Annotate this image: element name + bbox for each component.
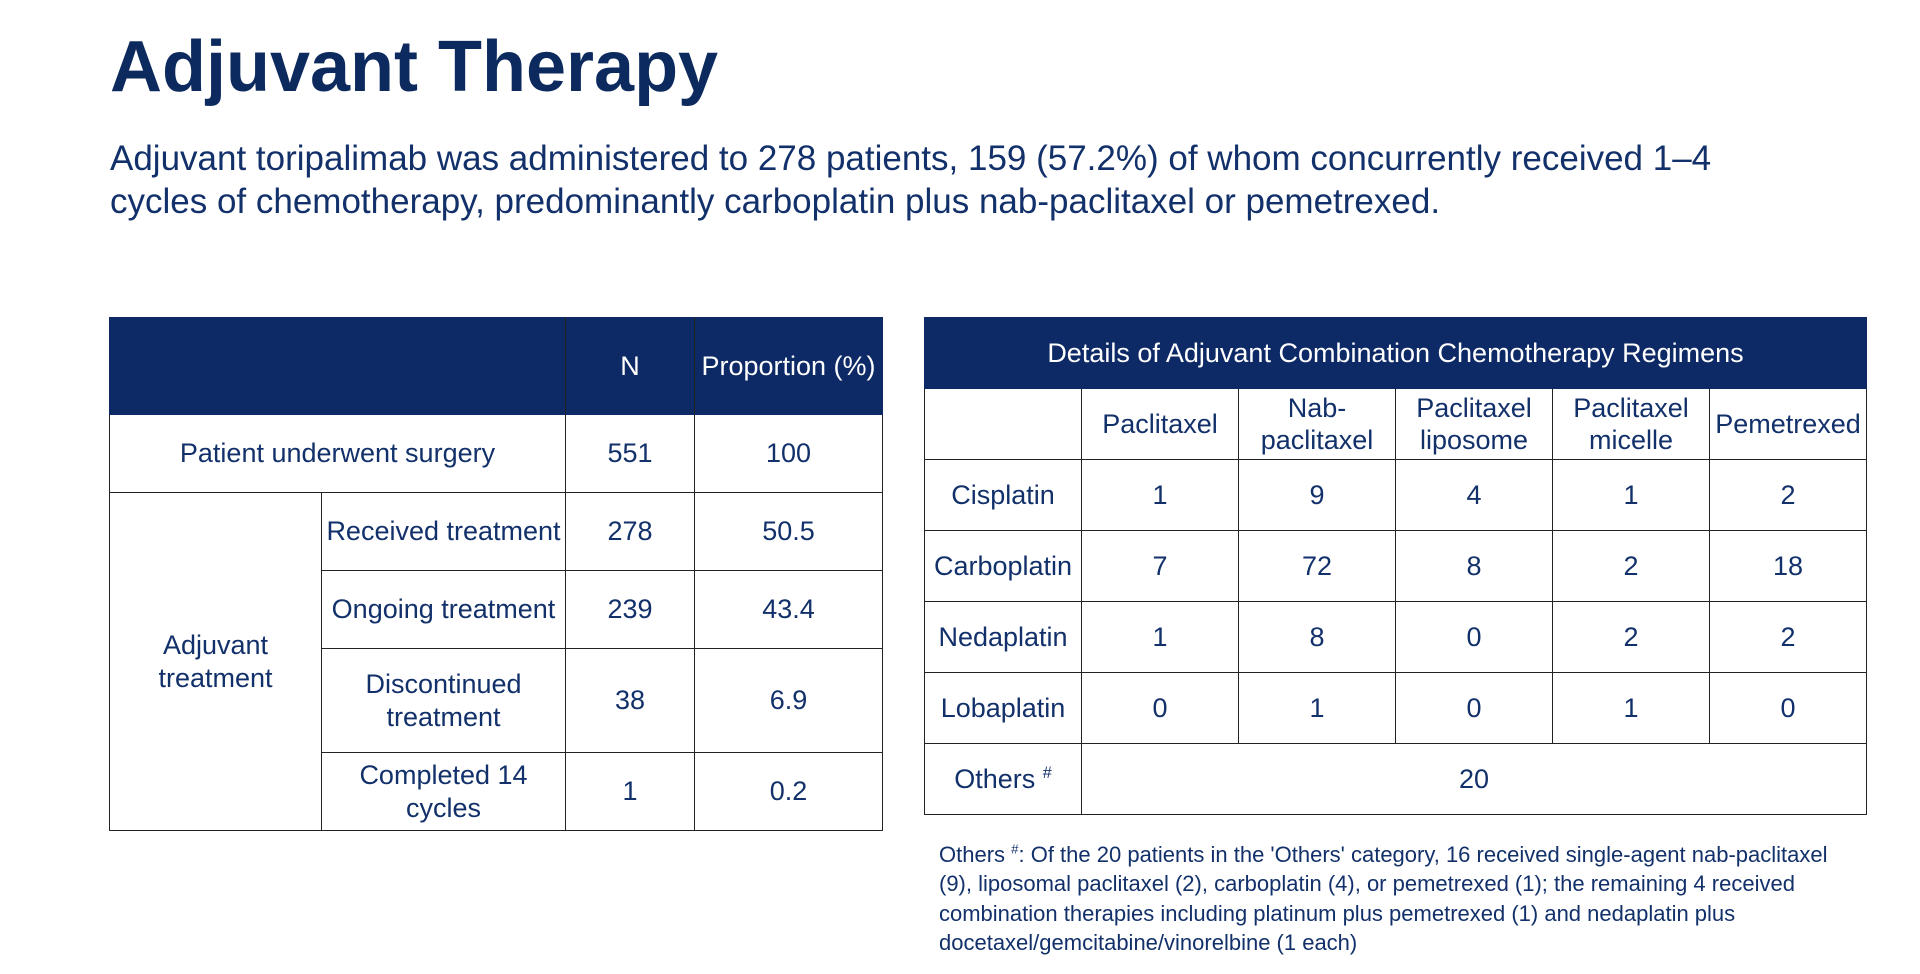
row-pct: 50.5	[695, 493, 883, 571]
cell: 0	[1396, 602, 1553, 673]
page-title: Adjuvant Therapy	[110, 27, 719, 107]
cell: 0	[1710, 673, 1867, 744]
row-label: Lobaplatin	[925, 673, 1082, 744]
row-label: Received treatment	[322, 493, 566, 571]
table-row	[925, 744, 1867, 815]
table-row	[925, 460, 1867, 531]
others-label-text: Others	[954, 763, 1036, 794]
header-blank-cell	[925, 389, 1082, 460]
row-n: 38	[566, 649, 695, 753]
row-n: 278	[566, 493, 695, 571]
row-pct: 6.9	[695, 649, 883, 753]
cell: 8	[1239, 602, 1396, 673]
column-header-row	[925, 389, 1867, 460]
row-label: Nedaplatin	[925, 602, 1082, 673]
page-subtitle: Adjuvant toripalimab was administered to 278 patients, 159 (57.2%) of whom concurrently received 1–4 cycles of chemotherapy, predominantly carboplatin plus nab-paclitaxel or pemetrexed.	[110, 139, 1712, 221]
others-label	[925, 744, 1082, 815]
cell: 8	[1396, 531, 1553, 602]
others-value: 20	[1082, 744, 1867, 815]
cell: 9	[1239, 460, 1396, 531]
cell: 1	[1082, 602, 1239, 673]
cell: 2	[1553, 602, 1710, 673]
cell: 4	[1396, 460, 1553, 531]
footnote	[939, 840, 1839, 957]
cell: 1	[1553, 673, 1710, 744]
cell: 2	[1710, 460, 1867, 531]
cell: 2	[1553, 531, 1710, 602]
column-header: Nab-paclitaxel	[1239, 389, 1396, 460]
row-pct: 43.4	[695, 571, 883, 649]
row-n: 1	[566, 753, 695, 831]
footnote-prefix: Others	[939, 842, 1006, 867]
row-label: Ongoing treatment	[322, 571, 566, 649]
table-header-row	[110, 318, 883, 415]
cell: 72	[1239, 531, 1396, 602]
cell: 1	[1239, 673, 1396, 744]
surgery-pct: 100	[695, 415, 883, 493]
regimens-table-title: Details of Adjuvant Combination Chemotherapy Regimens	[925, 318, 1867, 389]
row-label: Completed 14 cycles	[322, 753, 566, 831]
row-label: Cisplatin	[925, 460, 1082, 531]
header-blank-cell	[110, 318, 566, 415]
table-row	[925, 602, 1867, 673]
table-row	[925, 531, 1867, 602]
column-header: Pemetrexed	[1710, 389, 1867, 460]
cell: 0	[1396, 673, 1553, 744]
cell: 1	[1553, 460, 1710, 531]
row-label: Carboplatin	[925, 531, 1082, 602]
footnote-mark: #	[1011, 841, 1019, 857]
cell: 2	[1710, 602, 1867, 673]
column-header: Paclitaxel liposome	[1396, 389, 1553, 460]
cell: 0	[1082, 673, 1239, 744]
row-pct: 0.2	[695, 753, 883, 831]
chemotherapy-regimens-table	[924, 317, 1867, 815]
surgery-label: Patient underwent surgery	[110, 415, 566, 493]
cell: 18	[1710, 531, 1867, 602]
others-footnote-mark: #	[1042, 763, 1052, 782]
table-row	[110, 493, 883, 571]
cell: 7	[1082, 531, 1239, 602]
table-title-row	[925, 318, 1867, 389]
footnote-text: : Of the 20 patients in the 'Others' category, 16 received single-agent nab-paclitaxel (9), liposomal paclitaxel (2), carboplatin (4), or pemetrexed (1); the remaining 4 received combination therapies including platinum plus pemetrexed (1) and nedaplatin plus docetaxel/gemcitabine/vinorelbine (1 each)	[939, 842, 1828, 955]
header-n: N	[566, 318, 695, 415]
row-label: Discontinued treatment	[322, 649, 566, 753]
table-row	[925, 673, 1867, 744]
header-proportion: Proportion (%)	[695, 318, 883, 415]
surgery-n: 551	[566, 415, 695, 493]
column-header: Paclitaxel	[1082, 389, 1239, 460]
adjuvant-group-label: Adjuvant treatment	[110, 493, 322, 831]
row-n: 239	[566, 571, 695, 649]
table-row	[110, 415, 883, 493]
column-header: Paclitaxel micelle	[1553, 389, 1710, 460]
cell: 1	[1082, 460, 1239, 531]
adjuvant-treatment-table	[109, 317, 883, 831]
